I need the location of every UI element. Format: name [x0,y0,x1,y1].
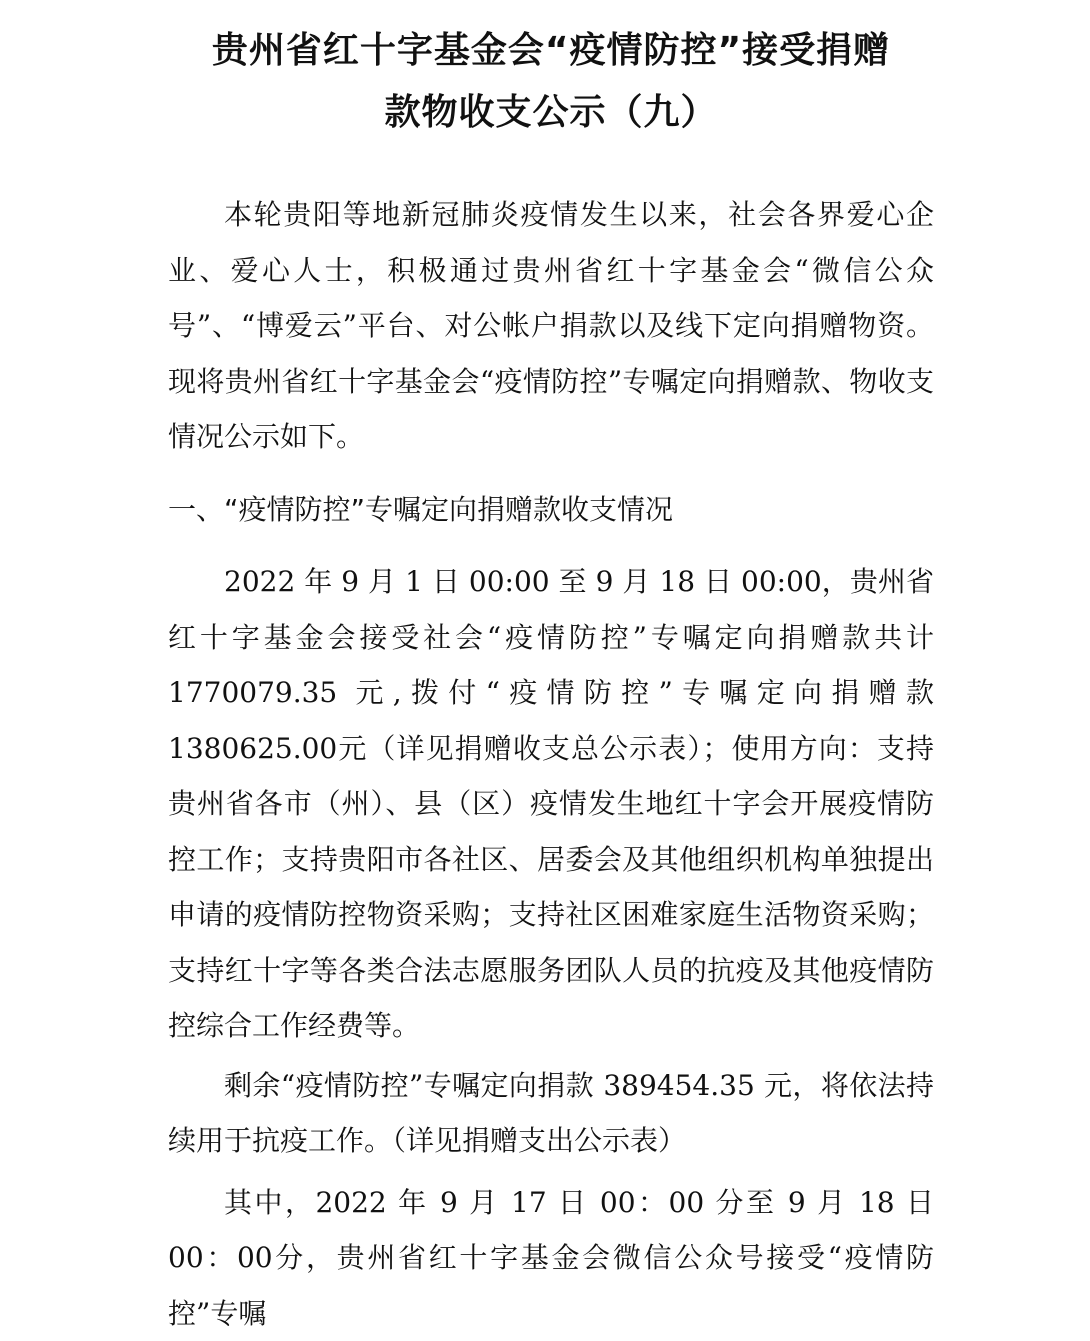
section-heading: 一、“疫情防控”专嘱定向捐赠款收支情况 [168,482,934,538]
title-line-1: 贵州省红十字基金会“疫情防控”接受捐赠 [168,20,934,82]
paragraph-remaining-funds: 剩余“疫情防控”专嘱定向捐款 389454.35 元，将依法持续用于抗疫工作。（详见捐赠支出公示表） [168,1058,934,1169]
document-page [168,0,934,1341]
paragraph-wechat-donations: 其中，2022 年 9 月 17 日 00：00 分至 9 月 18 日 00：00分，贵州省红十字基金会微信公众号接受“疫情防控”专嘱 [168,1175,934,1341]
intro-paragraph: 本轮贵阳等地新冠肺炎疫情发生以来，社会各界爱心企业、爱心人士，积极通过贵州省红十字基金会“微信公众号”、“博爱云”平台、对公帐户捐款以及线下定向捐赠物资。现将贵州省红十字基金会“疫情防控”专嘱定向捐赠款、物收支情况公示如下。 [168,187,934,465]
title-line-2: 款物收支公示（九） [168,82,934,144]
document-title [168,0,934,144]
paragraph-income-expense: 2022 年 9 月 1 日 00:00 至 9 月 18 日 00:00，贵州省红十字基金会接受社会“疫情防控”专嘱定向捐赠款共计1770079.35 元,拨付“疫情防控”专嘱定向捐赠款 1380625.00元（详见捐赠收支总公示表）；使用方向：支持贵州省各市（州）、县（区）疫情发生地红十字会开展疫情防控工作；支持贵阳市各社区、居委会及其他组织机构单独提出申请的疫情防控物资采购；支持社区困难家庭生活物资采购；支持红十字等各类合法志愿服务团队人员的抗疫及其他疫情防控综合工作经费等。 [168,554,934,1054]
